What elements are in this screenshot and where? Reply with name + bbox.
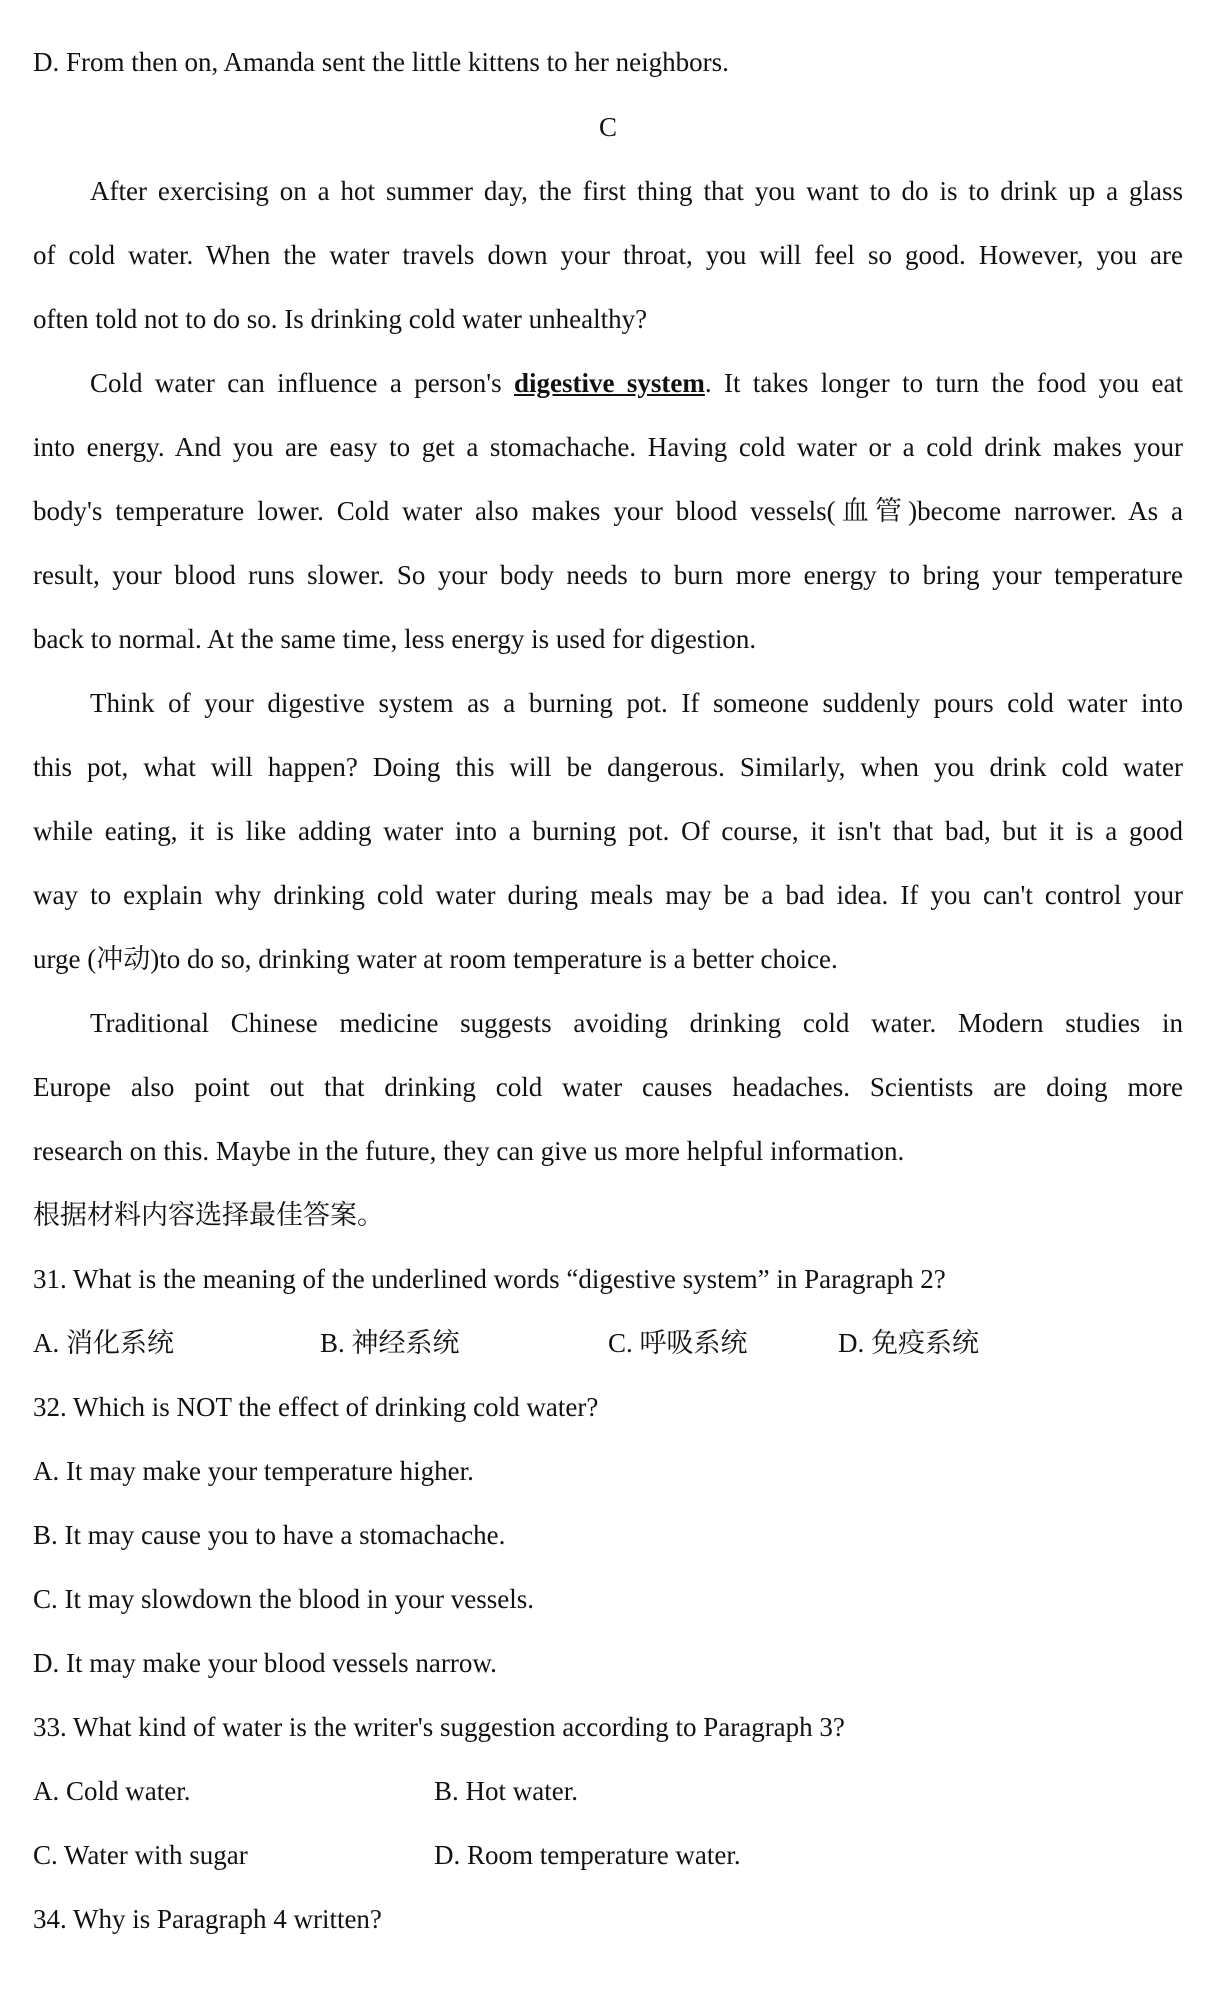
question-31-stem: 31. What is the meaning of the underlined words “digestive system” in Paragraph 2? bbox=[33, 1264, 946, 1294]
passage-p1-line: After exercising on a hot summer day, the first thing that you want to do is to drink up a glass bbox=[90, 176, 1183, 206]
question-33-option-c: C. Water with sugar bbox=[33, 1840, 248, 1870]
passage-p4-line: research on this. Maybe in the future, they can give us more helpful information. bbox=[33, 1136, 905, 1166]
passage-p2-line: body's temperature lower. Cold water also makes your blood vessels(血管)become narrower. As a bbox=[33, 496, 1183, 526]
passage-p3-line: while eating, it is like adding water into a burning pot. Of course, it isn't that bad, but it is a good bbox=[33, 816, 1183, 846]
passage-p2-text: . It takes longer to turn the food you eat bbox=[704, 368, 1183, 398]
passage-p2-line bbox=[33, 366, 1183, 400]
passage-p3-line: urge (冲动)to do so, drinking water at room temperature is a better choice. bbox=[33, 944, 838, 974]
previous-question-option-d: D. From then on, Amanda sent the little kittens to her neighbors. bbox=[33, 47, 729, 77]
passage-p2-text: Cold water can influence a person's bbox=[90, 368, 515, 398]
instruction-text: 根据材料内容选择最佳答案。 bbox=[33, 1200, 384, 1230]
question-33-option-d: D. Room temperature water. bbox=[434, 1840, 741, 1870]
passage-p3-line: Think of your digestive system as a burning pot. If someone suddenly pours cold water into bbox=[90, 688, 1183, 718]
passage-p2-line: result, your blood runs slower. So your body needs to burn more energy to bring your temperature bbox=[33, 560, 1183, 590]
passage-p4-line: Europe also point out that drinking cold water causes headaches. Scientists are doing more bbox=[33, 1072, 1183, 1102]
question-31-option-c: C. 呼吸系统 bbox=[608, 1328, 748, 1358]
question-32-option-d: D. It may make your blood vessels narrow. bbox=[33, 1648, 497, 1678]
underlined-term: digestive system bbox=[514, 368, 705, 398]
passage-p3-line: way to explain why drinking cold water during meals may be a bad idea. If you can't control your bbox=[33, 880, 1183, 910]
question-32-option-b: B. It may cause you to have a stomachache. bbox=[33, 1520, 506, 1550]
passage-p3-line: this pot, what will happen? Doing this will be dangerous. Similarly, when you drink cold water bbox=[33, 752, 1183, 782]
question-33-stem: 33. What kind of water is the writer's suggestion according to Paragraph 3? bbox=[33, 1712, 845, 1742]
question-33-option-a: A. Cold water. bbox=[33, 1776, 191, 1806]
question-32-option-c: C. It may slowdown the blood in your vessels. bbox=[33, 1584, 534, 1614]
passage-p4-line: Traditional Chinese medicine suggests avoiding drinking cold water. Modern studies in bbox=[90, 1008, 1183, 1038]
section-heading: C bbox=[598, 112, 617, 142]
question-33-option-b: B. Hot water. bbox=[434, 1776, 578, 1806]
question-31-option-b: B. 神经系统 bbox=[320, 1328, 460, 1358]
passage-p2-line: into energy. And you are easy to get a stomachache. Having cold water or a cold drink makes your bbox=[33, 432, 1183, 462]
question-31-option-d: D. 免疫系统 bbox=[838, 1328, 979, 1358]
passage-p2-line: back to normal. At the same time, less energy is used for digestion. bbox=[33, 624, 757, 654]
question-34-stem: 34. Why is Paragraph 4 written? bbox=[33, 1904, 382, 1934]
question-32-stem: 32. Which is NOT the effect of drinking cold water? bbox=[33, 1392, 599, 1422]
passage-p1-line: often told not to do so. Is drinking cold water unhealthy? bbox=[33, 304, 648, 334]
question-32-option-a: A. It may make your temperature higher. bbox=[33, 1456, 474, 1486]
passage-p1-line: of cold water. When the water travels down your throat, you will feel so good. However, you are bbox=[33, 240, 1183, 270]
question-31-option-a: A. 消化系统 bbox=[33, 1328, 174, 1358]
